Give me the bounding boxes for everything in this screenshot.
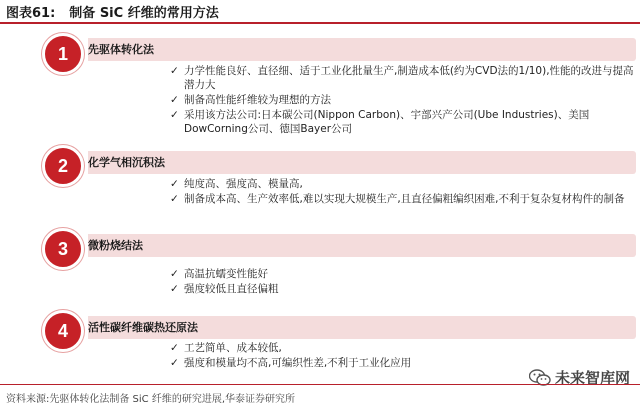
- method-items: [170, 64, 640, 137]
- number-badge-4: 4: [42, 310, 84, 352]
- list-item: ✓ 强度较低且直径偏粗: [170, 283, 279, 295]
- method-title: 化学气相沉积法: [88, 156, 165, 169]
- number-badge-1: 1: [42, 33, 84, 75]
- source-footer: [0, 384, 640, 407]
- method-title: 活性碳纤维碳热还原法: [88, 321, 198, 334]
- number-badge-3: 3: [42, 228, 84, 270]
- check-icon: ✓: [170, 268, 179, 280]
- list-item: ✓ 强度和模量均不高,可编织性差,不利于工业化应用: [170, 357, 412, 369]
- list-item: ✓ 高温抗蠕变性能好: [170, 268, 268, 280]
- number-badge-2: 2: [42, 145, 84, 187]
- check-icon: ✓: [170, 342, 179, 354]
- method-items: [170, 267, 640, 297]
- list-item: ✓ 纯度高、强度高、模量高,: [170, 178, 303, 190]
- method-title: 微粉烧结法: [88, 239, 143, 252]
- check-icon: ✓: [170, 94, 179, 106]
- list-item: ✓ 工艺简单、成本较低,: [170, 342, 282, 354]
- list-item: ✓ 制备成本高、生产效率低,难以实现大规模生产,且直径偏粗编织困难,不利于复杂复材构件的制备: [170, 193, 625, 205]
- list-item: ✓ 采用该方法公司:日本碳公司(Nippon Carbon)、宇部兴产公司(Ube Industries)、美国DowCorning公司、德国Bayer公司: [170, 109, 590, 135]
- check-icon: ✓: [170, 109, 179, 121]
- figure-title: 制备 SiC 纤维的常用方法: [69, 5, 219, 21]
- method-block-3: [40, 234, 636, 304]
- check-icon: ✓: [170, 178, 179, 190]
- method-items: [170, 177, 640, 207]
- figure-label: 图表61:: [6, 5, 56, 21]
- method-block-1: [40, 38, 636, 138]
- figure-header: [0, 0, 640, 24]
- method-title: 先驱体转化法: [88, 43, 154, 56]
- list-item: ✓ 力学性能良好、直径细、适于工业化批量生产,制造成本低(约为CVD法的1/10),性能的改进与提高潜力大: [170, 65, 634, 91]
- list-item: ✓ 制备高性能纤维较为理想的方法: [170, 94, 331, 106]
- check-icon: ✓: [170, 283, 179, 295]
- source-text: 资料来源:先驱体转化法制备 SiC 纤维的研究进展,华泰证券研究所: [6, 394, 296, 405]
- watermark-text: 未来智库网: [554, 369, 630, 387]
- check-icon: ✓: [170, 357, 179, 369]
- check-icon: ✓: [170, 65, 179, 77]
- method-block-2: [40, 151, 636, 231]
- check-icon: ✓: [170, 193, 179, 205]
